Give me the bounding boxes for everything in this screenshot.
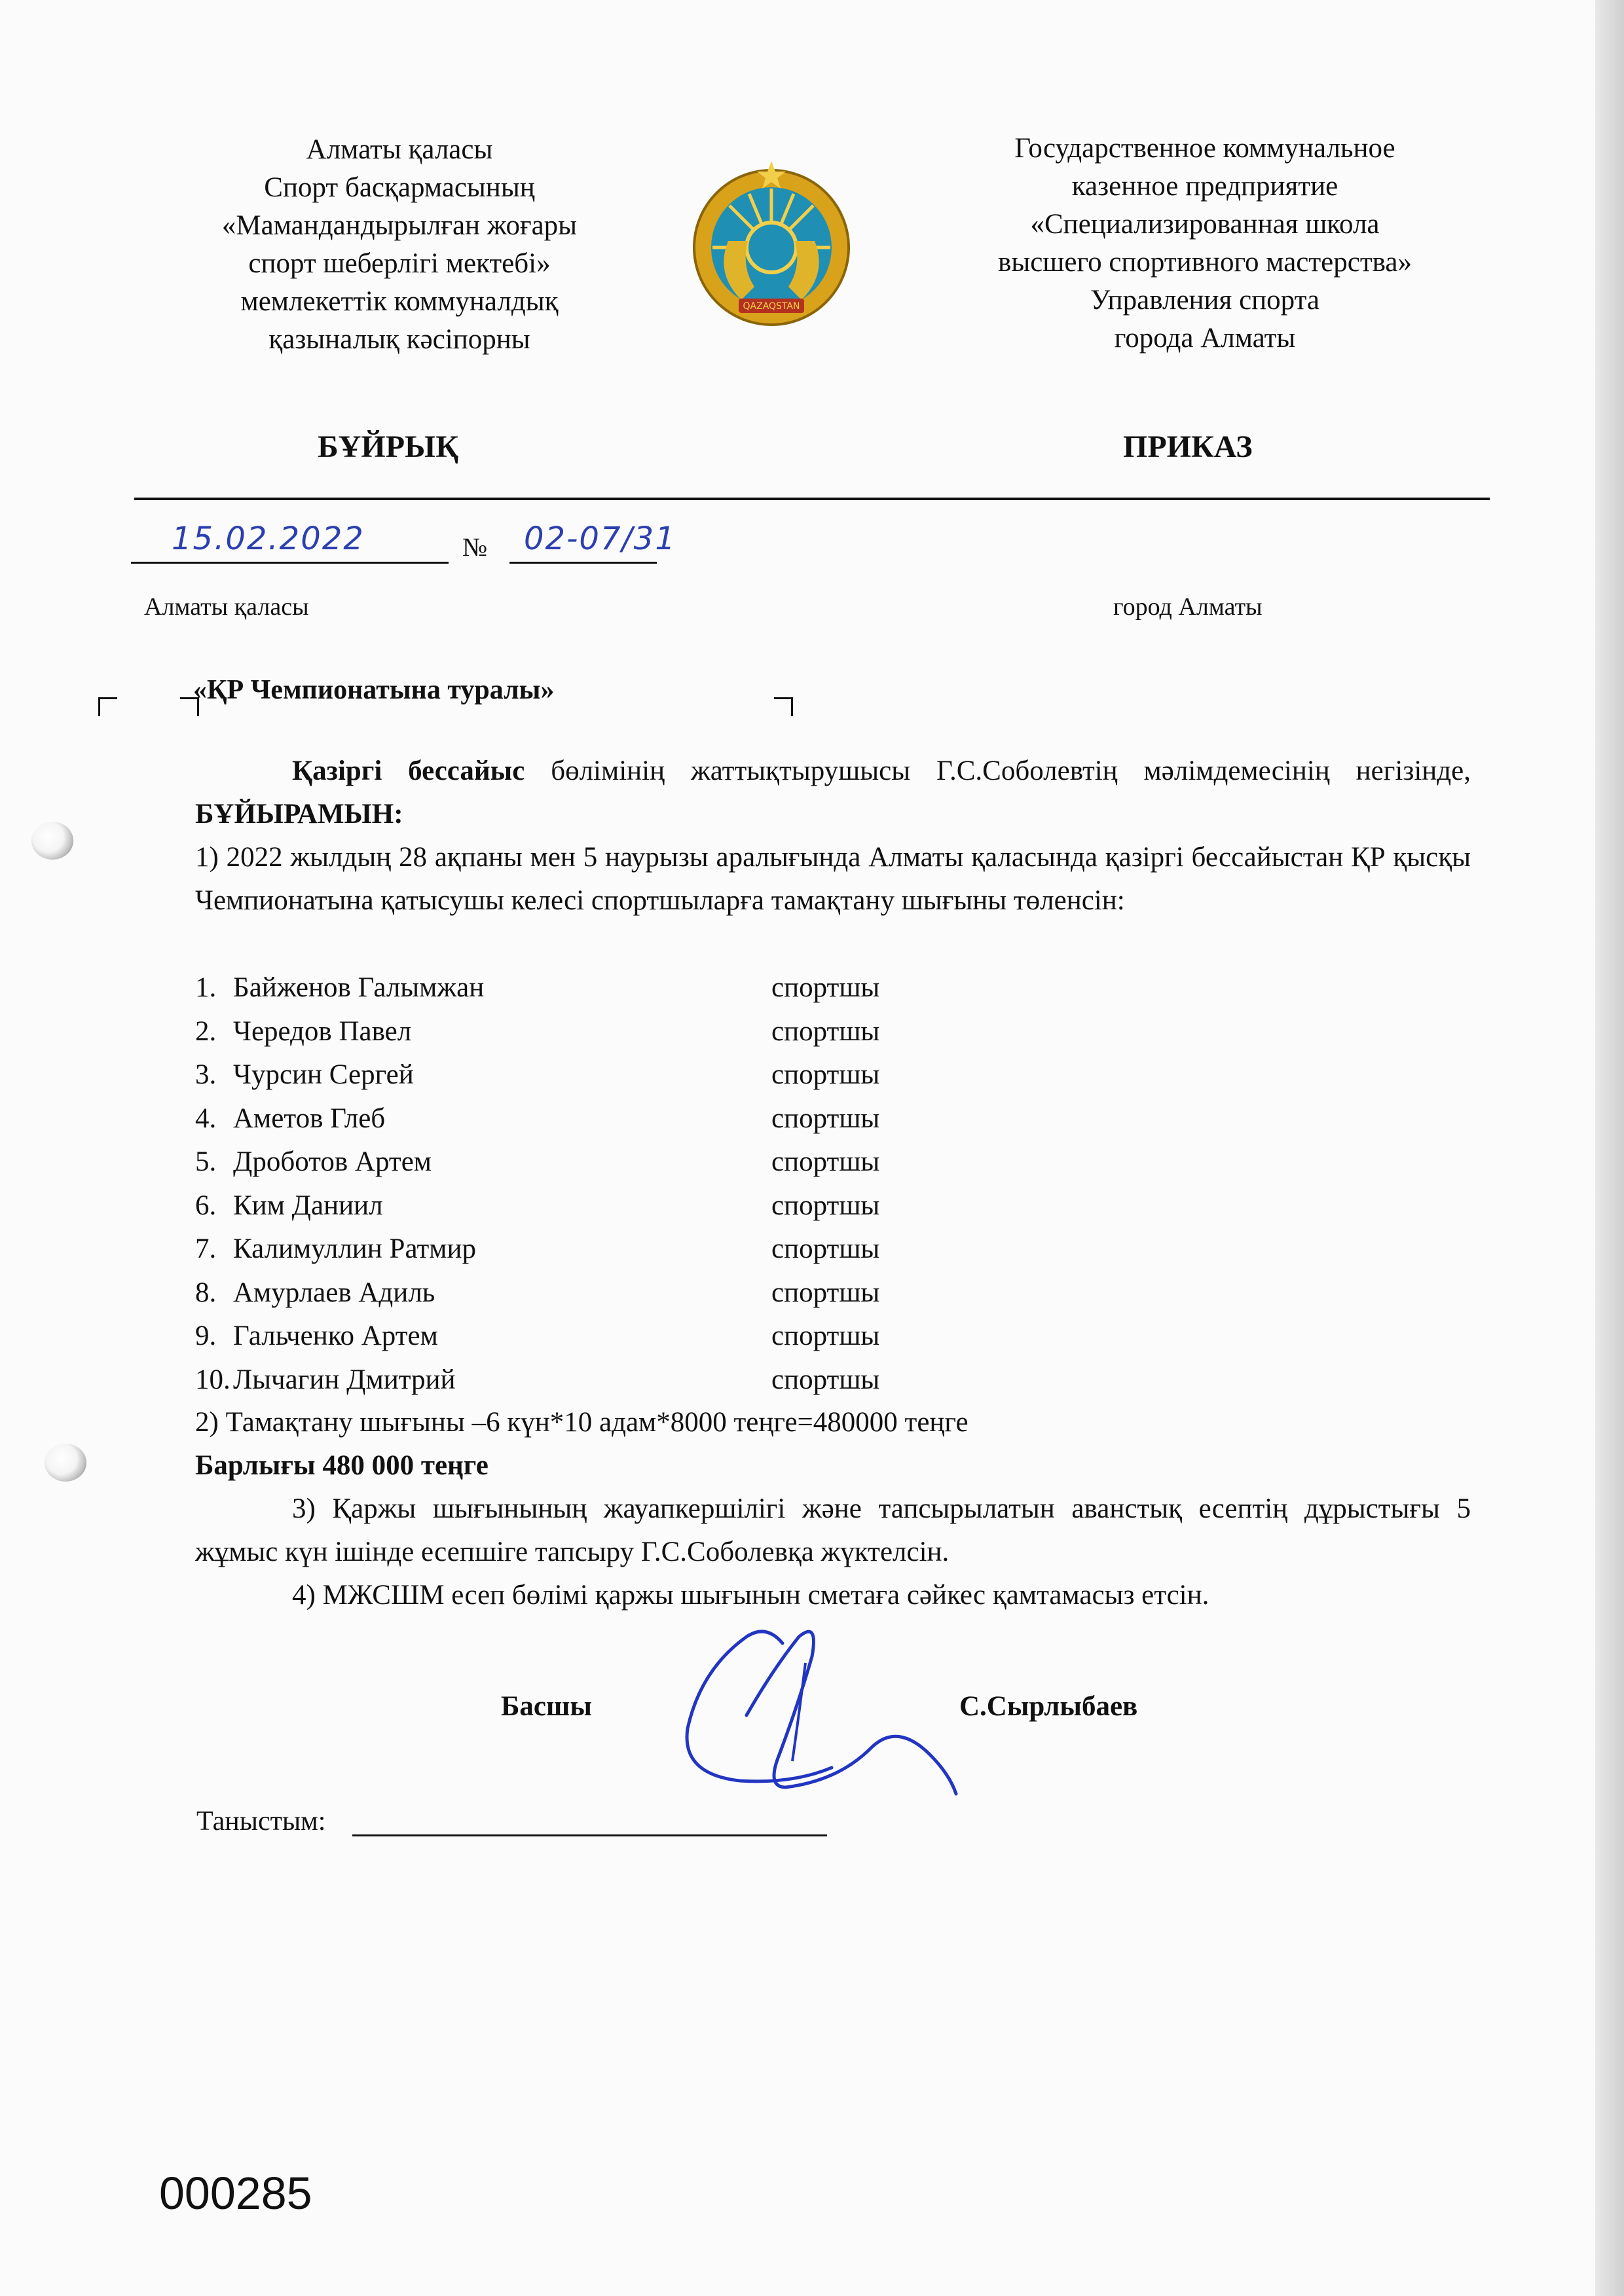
punch-hole-top <box>31 822 73 860</box>
list-item <box>195 1184 879 1228</box>
list-item <box>195 1358 879 1402</box>
list-item-role: спортшы <box>771 1190 880 1221</box>
header-ru-line: высшего спортивного мастерства» <box>998 247 1412 278</box>
list-item-name: Чурсин Сергей <box>233 1059 414 1090</box>
list-item-role: спортшы <box>771 1233 880 1264</box>
list-item-name: Лычагин Дмитрий <box>233 1364 456 1395</box>
list-item <box>195 1140 879 1184</box>
emblem-label: QAZAQSTAN <box>743 301 800 312</box>
list-item-name: Дроботов Артем <box>233 1146 432 1177</box>
list-item-number: 10. <box>195 1364 231 1395</box>
list-item <box>195 1097 879 1141</box>
intro-paragraph <box>195 750 1471 836</box>
header-kz-line: Алматы қаласы <box>306 134 493 165</box>
order-date: 15.02.2022 <box>172 520 365 557</box>
header-ru-line: «Специализированная школа <box>1030 209 1380 240</box>
header-kz-line: мемлекеттік коммуналдық <box>240 286 559 317</box>
bracket-top-right <box>774 697 793 716</box>
list-item-role: спортшы <box>771 972 880 1003</box>
list-item <box>195 966 879 1010</box>
list-item-name: Ким Даниил <box>233 1190 383 1221</box>
header-kz-line: спорт шеберлігі мектебі» <box>248 248 551 279</box>
document-serial-number: 000285 <box>159 2168 312 2219</box>
list-item-role: спортшы <box>771 1364 880 1395</box>
list-item-name: Байженов Галымжан <box>233 972 485 1003</box>
list-item-name: Чередов Павел <box>233 1015 412 1047</box>
list-item <box>195 1010 879 1054</box>
list-item-name: Гальченко Артем <box>233 1321 438 1351</box>
list-item-number: 8. <box>195 1277 217 1308</box>
familiarized-label: Таныстым: <box>196 1806 326 1836</box>
list-item-name: Калимуллин Ратмир <box>233 1233 476 1264</box>
order-subject: «ҚР Чемпионатына туралы» <box>193 675 555 705</box>
intro-bold-lead: Қазіргі бессайыс <box>292 756 525 786</box>
familiarized-line <box>352 1834 827 1836</box>
list-item <box>195 1271 879 1315</box>
city-kz: Алматы қаласы <box>144 593 309 621</box>
signatory-name: С.Сырлыбаев <box>959 1691 1138 1722</box>
header-ru-line: казенное предприятие <box>1071 171 1338 202</box>
list-item-role: спортшы <box>771 1146 880 1177</box>
list-item-role: спортшы <box>771 1102 880 1134</box>
list-item-number: 3. <box>195 1059 217 1090</box>
header-kz-line: «Мамандандырылған жоғары <box>221 210 578 241</box>
list-item-role: спортшы <box>771 1015 880 1047</box>
list-item <box>195 1228 879 1271</box>
city-ru: город Алматы <box>1113 593 1263 621</box>
list-item-number: 2. <box>195 1015 217 1047</box>
title-kz: БҰЙРЫҚ <box>318 429 458 464</box>
number-sign: № <box>462 532 488 562</box>
header-kz <box>164 131 635 359</box>
header-kz-line: қазыналық кәсіпорны <box>268 324 530 355</box>
header-ru <box>917 130 1493 357</box>
list-item-role: спортшы <box>771 1277 880 1308</box>
list-item-number: 7. <box>195 1233 217 1264</box>
bracket-top-left <box>98 697 117 716</box>
list-item <box>195 1053 879 1097</box>
intro-text: бөлімінің жаттықтырушысы Г.С.Соболевтің мәлімдемесінің негізінде, <box>525 756 1471 786</box>
list-item-role: спортшы <box>771 1059 880 1090</box>
header-ru-line: города Алматы <box>1114 323 1296 354</box>
item-4: 4) МЖСШМ есеп бөлімі қаржы шығынын сметаға сәйкес қамтамасыз етсін. <box>292 1580 1209 1611</box>
signatory-role: Басшы <box>501 1691 592 1722</box>
state-emblem <box>689 143 854 352</box>
order-number: 02-07/31 <box>524 520 676 557</box>
list-item-number: 6. <box>195 1190 217 1221</box>
header-ru-line: Государственное коммунальное <box>1014 133 1395 164</box>
list-item-role: спортшы <box>771 1321 880 1351</box>
list-item-number: 4. <box>195 1102 217 1134</box>
header-kz-line: Спорт басқармасының <box>264 172 535 203</box>
list-item-number: 5. <box>195 1146 217 1177</box>
athlete-list <box>195 966 879 1402</box>
title-ru: ПРИКАЗ <box>1123 429 1253 464</box>
list-item-name: Амурлаев Адиль <box>233 1277 435 1308</box>
item-2: 2) Тамақтану шығыны –6 күн*10 адам*8000 теңге=480000 теңге <box>195 1407 969 1438</box>
number-underline <box>509 562 657 564</box>
list-item-number: 1. <box>195 972 217 1003</box>
punch-hole-bottom <box>45 1444 86 1482</box>
item-1: 1) 2022 жылдың 28 ақпаны мен 5 наурызы аралығында Алматы қаласында қазіргі бессайыстан ҚР қысқы Чемпионатына қатысушы келесі спортшыларға тамақтану шығыны төленсін: <box>195 842 1471 916</box>
list-item <box>195 1315 879 1358</box>
item-3: 3) Қаржы шығынының жауапкершілігі және тапсырылатын аванстық есептің дұрыстығы 5 жұмыс күн ішінде есепшіге тапсыру Г.С.Соболевқа жүктелсін. <box>195 1493 1471 1567</box>
date-underline <box>131 562 449 564</box>
list-item-number: 9. <box>195 1321 217 1351</box>
list-item-name: Аметов Глеб <box>233 1102 386 1134</box>
header-divider <box>134 498 1490 500</box>
header-ru-line: Управления спорта <box>1090 285 1320 316</box>
signature-image <box>668 1617 976 1807</box>
total-amount: Барлығы 480 000 теңге <box>195 1450 489 1481</box>
page-edge <box>1595 0 1624 2296</box>
intro-order: БҰЙЫРАМЫН: <box>195 799 403 829</box>
